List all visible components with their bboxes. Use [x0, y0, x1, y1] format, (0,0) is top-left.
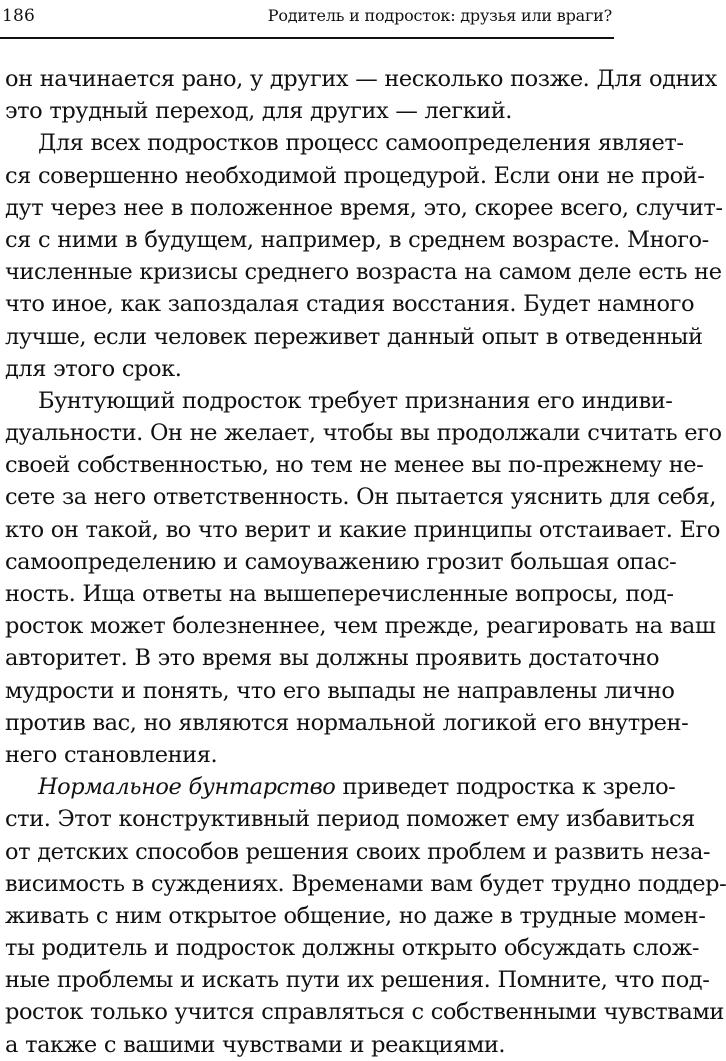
text-line: против вас, но являются нормальной логикой его внутрен-: [5, 709, 689, 736]
text-line: ся совершенно необходимой процедурой. Если они не прой-: [5, 162, 705, 189]
text-line: ты родитель и подросток должны открыто обсуждать слож-: [5, 935, 700, 962]
text-line: ные проблемы и искать пути их решения. Помните, что под-: [5, 967, 710, 994]
header-divider: [0, 37, 614, 39]
text-line: это трудный переход, для других — легкий.: [5, 98, 512, 125]
text-line: росток может болезненнее, чем прежде, реагировать на ваш: [5, 613, 716, 640]
text-line: от детских способов решения своих проблем и развить неза-: [5, 838, 711, 865]
paragraph-start-line: [5, 771, 676, 803]
text-line: для этого срок.: [5, 355, 182, 382]
text-line: а также с вашими чувствами и реакциями.: [5, 1031, 506, 1058]
text-line: лучше, если человек переживет данный опыт в отведенный: [5, 323, 703, 350]
text-line: живать с ним открытое общение, но даже в трудные момен-: [5, 902, 706, 929]
text-line: он начинается рано, у других — несколько позже. Для одних: [5, 66, 717, 92]
paragraph-start-line: Для всех подростков процесс самоопределения являет-: [38, 130, 684, 157]
text-line: дут через нее в положенное время, это, скорее всего, случит-: [5, 194, 723, 221]
page-header: [2, 2, 612, 30]
italic-term: Нормальное бунтарство: [38, 774, 336, 801]
running-title: Родитель и подросток: друзья или враги?: [267, 6, 612, 25]
paragraph-start-line: Бунтующий подросток требует признания его индиви-: [38, 387, 673, 414]
text-line: авторитет. В это время вы должны проявить достаточно: [5, 645, 660, 672]
text-line: что иное, как запоздалая стадия восстания. Будет намного: [5, 291, 695, 318]
text-line: висимость в суждениях. Временами вам будет трудно поддер-: [5, 870, 726, 897]
text-line: ность. Ища ответы на вышеперечисленные вопросы, под-: [5, 581, 674, 607]
text-fragment: приведет подростка к зрело-: [342, 774, 676, 801]
text-line: кто он такой, во что верит и какие принципы отстаивает. Его: [5, 516, 720, 543]
text-line: своей собственностью, но тем не менее вы по-прежнему не-: [5, 452, 704, 479]
text-line: него становления.: [5, 741, 218, 768]
page-number: 186: [2, 6, 36, 26]
text-line: самоопределению и самоуважению грозит большая опас-: [5, 548, 677, 575]
text-line: мудрости и понять, что его выпады не направлены лично: [5, 677, 675, 704]
text-line: дуальности. Он не желает, чтобы вы продолжали считать его: [5, 420, 722, 447]
body-text: [5, 63, 726, 1061]
text-line: численные кризисы среднего возраста на самом деле есть не: [5, 259, 722, 286]
text-line: сете за него ответственность. Он пытается уяснить для себя,: [5, 484, 716, 511]
text-line: росток только учится справляться с собственными чувствами: [5, 999, 724, 1026]
text-line: сти. Этот конструктивный период поможет ему избавиться: [5, 806, 695, 833]
text-line: ся с ними в будущем, например, в среднем возрасте. Много-: [5, 226, 709, 253]
